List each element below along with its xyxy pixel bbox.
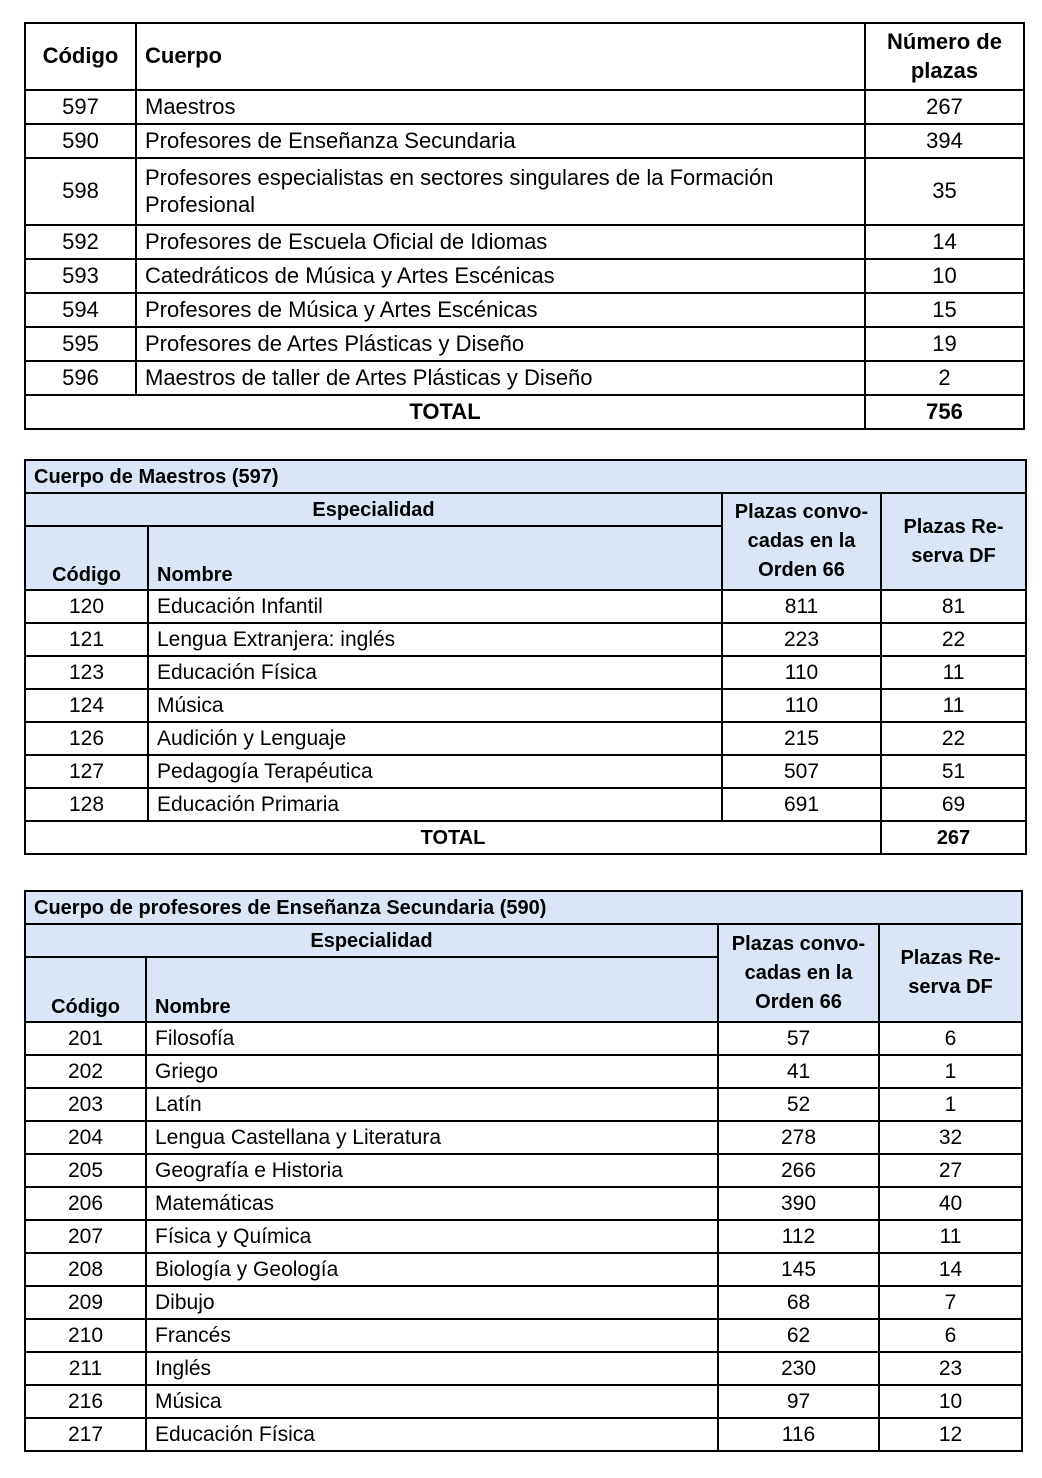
table-row (25, 689, 1026, 722)
table-row (25, 1220, 1022, 1253)
reserva-header: Plazas Re-serva DF (879, 924, 1022, 1022)
row-reserva: 27 (879, 1154, 1022, 1187)
table-row (25, 755, 1026, 788)
row-plazas: 52 (718, 1088, 879, 1121)
name-header: Nombre (146, 957, 718, 1022)
row-plazas: 507 (722, 755, 881, 788)
row-code: 128 (25, 788, 148, 821)
table-row (25, 361, 1024, 395)
row-code: 126 (25, 722, 148, 755)
row-name: Profesores de Enseñanza Secundaria (136, 124, 865, 158)
row-name: Educación Infantil (148, 590, 722, 623)
row-reserva: 10 (879, 1385, 1022, 1418)
table-row (25, 656, 1026, 689)
row-reserva: 1 (879, 1055, 1022, 1088)
row-code: 596 (25, 361, 136, 395)
table-row (25, 1121, 1022, 1154)
row-plazas: 57 (718, 1022, 879, 1055)
row-reserva: 11 (881, 689, 1026, 722)
table-row (25, 722, 1026, 755)
row-name: Filosofía (146, 1022, 718, 1055)
table-header-row (25, 23, 1024, 90)
table-title: Cuerpo de Maestros (597) (25, 460, 1026, 493)
row-reserva: 11 (881, 656, 1026, 689)
code-header: Código (25, 526, 148, 590)
row-plazas: 223 (722, 623, 881, 656)
total-label: TOTAL (25, 821, 881, 854)
row-name: Biología y Geología (146, 1253, 718, 1286)
row-name: Maestros (136, 90, 865, 124)
row-name: Pedagogía Terapéutica (148, 755, 722, 788)
row-plazas: 691 (722, 788, 881, 821)
row-plazas: 215 (722, 722, 881, 755)
row-name: Música (146, 1385, 718, 1418)
total-row (25, 395, 1024, 429)
table-row (25, 1055, 1022, 1088)
row-plazas: 390 (718, 1187, 879, 1220)
row-code: 127 (25, 755, 148, 788)
row-code: 120 (25, 590, 148, 623)
table-row (25, 1352, 1022, 1385)
row-reserva: 12 (879, 1418, 1022, 1451)
row-plazas: 68 (718, 1286, 879, 1319)
row-code: 217 (25, 1418, 146, 1451)
row-name: Lengua Castellana y Literatura (146, 1121, 718, 1154)
plazas-header: Plazas convo-cadas en la Orden 66 (718, 924, 879, 1022)
row-plazas: 145 (718, 1253, 879, 1286)
table-row (25, 1253, 1022, 1286)
secundaria-table (24, 890, 1023, 1452)
row-name: Francés (146, 1319, 718, 1352)
row-count: 35 (865, 158, 1024, 225)
row-name: Audición y Lenguaje (148, 722, 722, 755)
table-row (25, 590, 1026, 623)
row-name: Latín (146, 1088, 718, 1121)
name-header: Nombre (148, 526, 722, 590)
total-row (25, 821, 1026, 854)
row-count: 267 (865, 90, 1024, 124)
body-header: Cuerpo (136, 23, 865, 90)
row-plazas: 110 (722, 656, 881, 689)
row-reserva: 22 (881, 623, 1026, 656)
row-reserva: 11 (879, 1220, 1022, 1253)
table-row (25, 623, 1026, 656)
row-code: 209 (25, 1286, 146, 1319)
row-code: 208 (25, 1253, 146, 1286)
row-name: Dibujo (146, 1286, 718, 1319)
row-name: Matemáticas (146, 1187, 718, 1220)
row-count: 19 (865, 327, 1024, 361)
row-name: Profesores de Artes Plásticas y Diseño (136, 327, 865, 361)
row-code: 210 (25, 1319, 146, 1352)
count-header: Número de plazas (865, 23, 1024, 90)
table-title-row (25, 891, 1022, 924)
row-code: 597 (25, 90, 136, 124)
table-row (25, 327, 1024, 361)
row-name: Catedráticos de Música y Artes Escénicas (136, 259, 865, 293)
table-row (25, 1022, 1022, 1055)
row-plazas: 811 (722, 590, 881, 623)
table-row (25, 259, 1024, 293)
total-label: TOTAL (25, 395, 865, 429)
row-name: Geografía e Historia (146, 1154, 718, 1187)
row-code: 201 (25, 1022, 146, 1055)
row-name: Profesores especialistas en sectores singulares de la Formación Profesional (136, 158, 865, 225)
table-row (25, 158, 1024, 225)
row-plazas: 266 (718, 1154, 879, 1187)
table-header-row (25, 493, 1026, 526)
reserva-header: Plazas Re-serva DF (881, 493, 1026, 590)
row-code: 206 (25, 1187, 146, 1220)
row-code: 124 (25, 689, 148, 722)
table-row (25, 788, 1026, 821)
row-count: 14 (865, 225, 1024, 259)
plazas-header: Plazas convo-cadas en la Orden 66 (722, 493, 881, 590)
table-row (25, 293, 1024, 327)
row-code: 216 (25, 1385, 146, 1418)
specialty-header: Especialidad (25, 493, 722, 526)
table-header-row (25, 924, 1022, 957)
row-plazas: 116 (718, 1418, 879, 1451)
row-reserva: 69 (881, 788, 1026, 821)
row-name: Griego (146, 1055, 718, 1088)
code-header: Código (25, 23, 136, 90)
row-plazas: 62 (718, 1319, 879, 1352)
row-code: 593 (25, 259, 136, 293)
row-reserva: 6 (879, 1022, 1022, 1055)
row-name: Música (148, 689, 722, 722)
row-code: 205 (25, 1154, 146, 1187)
code-header: Código (25, 957, 146, 1022)
table-row (25, 1385, 1022, 1418)
row-code: 595 (25, 327, 136, 361)
row-code: 592 (25, 225, 136, 259)
row-reserva: 32 (879, 1121, 1022, 1154)
table-row (25, 1418, 1022, 1451)
row-plazas: 278 (718, 1121, 879, 1154)
row-count: 10 (865, 259, 1024, 293)
row-reserva: 6 (879, 1319, 1022, 1352)
bodies-table (24, 22, 1025, 430)
row-plazas: 97 (718, 1385, 879, 1418)
row-reserva: 7 (879, 1286, 1022, 1319)
row-code: 207 (25, 1220, 146, 1253)
row-code: 211 (25, 1352, 146, 1385)
row-plazas: 41 (718, 1055, 879, 1088)
row-plazas: 230 (718, 1352, 879, 1385)
row-reserva: 1 (879, 1088, 1022, 1121)
row-code: 594 (25, 293, 136, 327)
row-reserva: 81 (881, 590, 1026, 623)
table-row (25, 1088, 1022, 1121)
table-row (25, 1154, 1022, 1187)
total-value: 756 (865, 395, 1024, 429)
row-name: Educación Física (148, 656, 722, 689)
specialty-header: Especialidad (25, 924, 718, 957)
row-code: 590 (25, 124, 136, 158)
row-name: Maestros de taller de Artes Plásticas y Diseño (136, 361, 865, 395)
row-name: Profesores de Escuela Oficial de Idiomas (136, 225, 865, 259)
row-reserva: 40 (879, 1187, 1022, 1220)
row-name: Educación Primaria (148, 788, 722, 821)
row-code: 121 (25, 623, 148, 656)
row-reserva: 51 (881, 755, 1026, 788)
row-code: 203 (25, 1088, 146, 1121)
row-plazas: 112 (718, 1220, 879, 1253)
row-name: Inglés (146, 1352, 718, 1385)
row-reserva: 14 (879, 1253, 1022, 1286)
maestros-table (24, 459, 1027, 855)
table-row (25, 1187, 1022, 1220)
row-count: 2 (865, 361, 1024, 395)
row-count: 394 (865, 124, 1024, 158)
row-name: Física y Química (146, 1220, 718, 1253)
row-code: 598 (25, 158, 136, 225)
row-name: Lengua Extranjera: inglés (148, 623, 722, 656)
row-reserva: 23 (879, 1352, 1022, 1385)
row-code: 204 (25, 1121, 146, 1154)
table-row (25, 124, 1024, 158)
table-row (25, 1319, 1022, 1352)
row-name: Educación Física (146, 1418, 718, 1451)
row-name: Profesores de Música y Artes Escénicas (136, 293, 865, 327)
table-row (25, 1286, 1022, 1319)
row-code: 123 (25, 656, 148, 689)
row-count: 15 (865, 293, 1024, 327)
row-reserva: 22 (881, 722, 1026, 755)
table-row (25, 90, 1024, 124)
row-plazas: 110 (722, 689, 881, 722)
table-title-row (25, 460, 1026, 493)
table-title: Cuerpo de profesores de Enseñanza Secundaria (590) (25, 891, 1022, 924)
table-row (25, 225, 1024, 259)
total-value: 267 (881, 821, 1026, 854)
row-code: 202 (25, 1055, 146, 1088)
